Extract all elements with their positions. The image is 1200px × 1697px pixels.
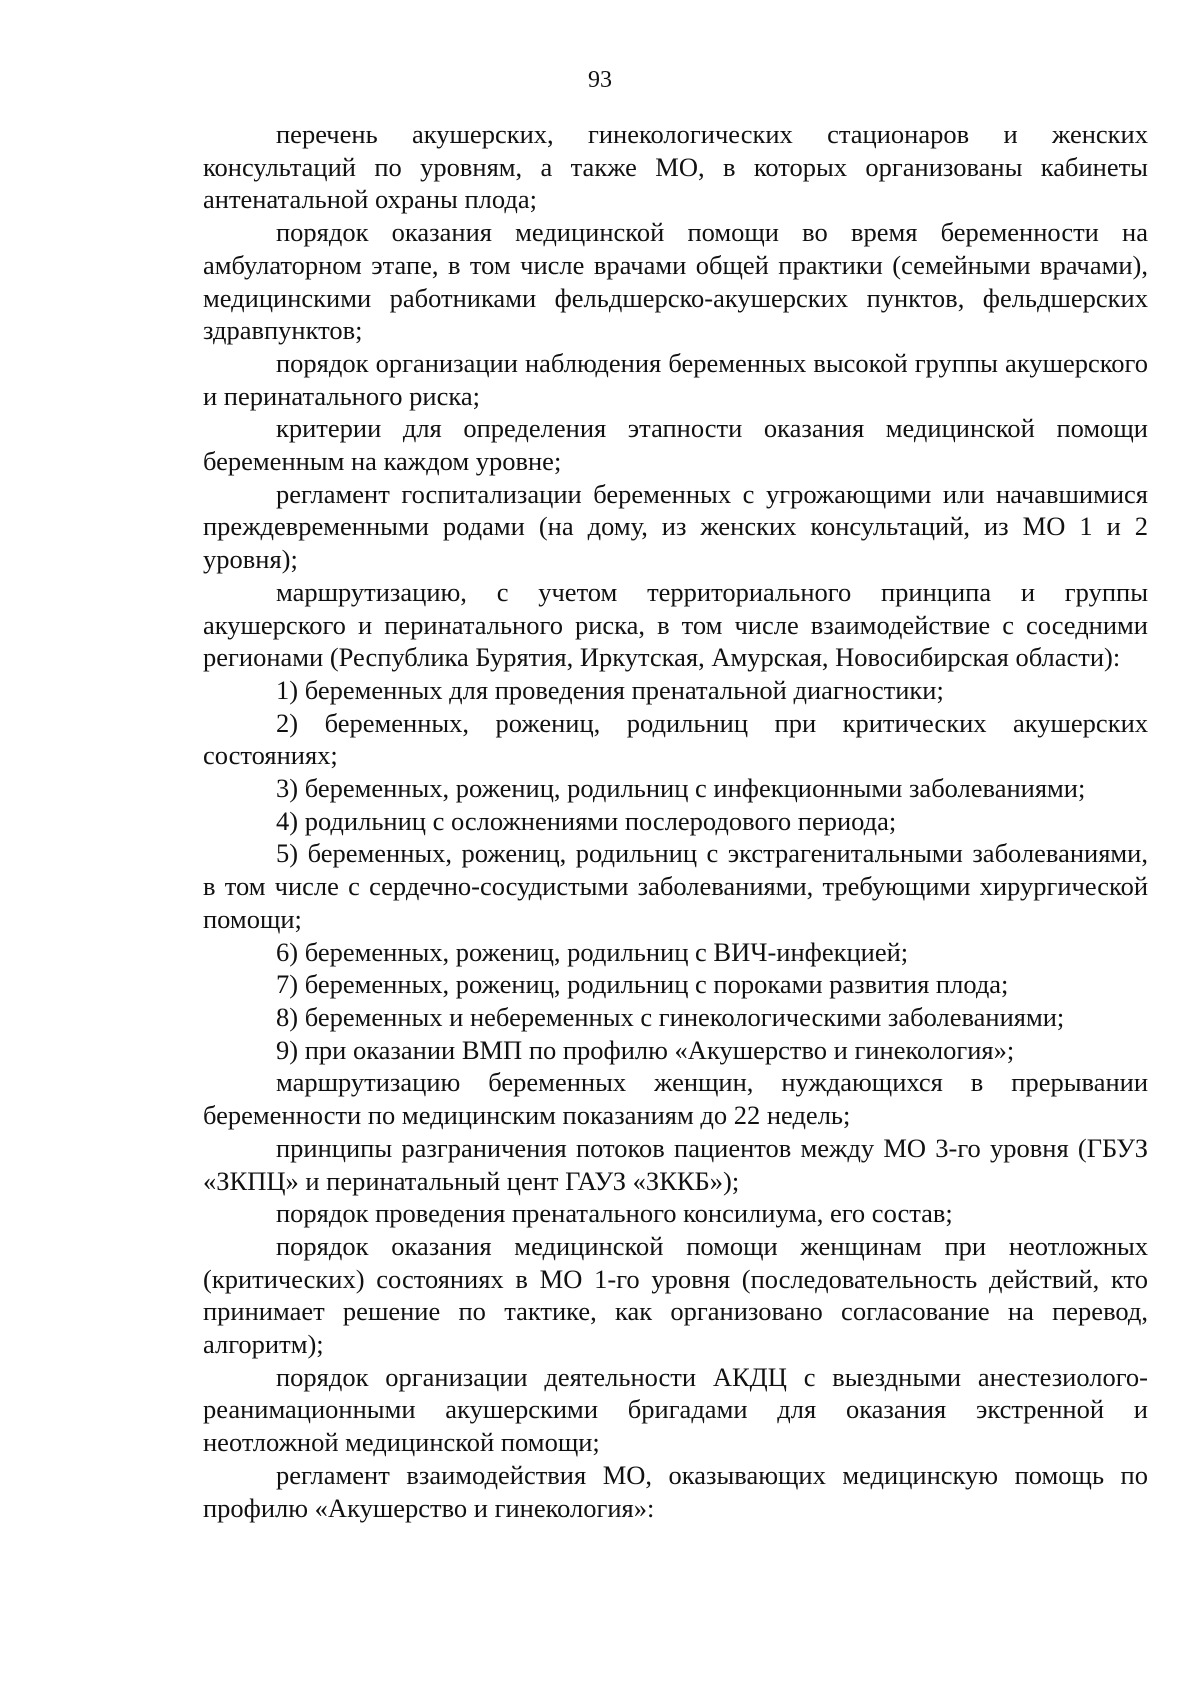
paragraph-patient-flow-principles: принципы разграничения потоков пациентов между МО 3-го уровня (ГБУЗ «ЗКПЦ» и перинатальный цент ГАУЗ «ЗККБ»); bbox=[203, 1132, 1148, 1196]
paragraph-akdc-organization: порядок организации деятельности АКДЦ с выездными анестезиолого-реанимационными акушерскими бригадами для оказания экстренной и неотложной медицинской помощи; bbox=[203, 1361, 1148, 1458]
paragraph-perinatal-facilities-list: перечень акушерских, гинекологических стационаров и женских консультаций по уровням, а также МО, в которых организованы кабинеты антенатальной охраны плода; bbox=[203, 119, 1148, 215]
list-item: 9) при оказании ВМП по профилю «Акушерство и гинекология»; bbox=[276, 1034, 1015, 1065]
list-item: 8) беременных и небеременных с гинекологическими заболеваниями; bbox=[276, 1001, 1065, 1032]
list-item: 4) родильниц с осложнениями послеродового периода; bbox=[276, 805, 897, 836]
document-body bbox=[203, 118, 1148, 1524]
paragraph-outpatient-care-procedure: порядок оказания медицинской помощи во время беременности на амбулаторном этапе, в том числе врачами общей практики (семейными врачами), медицинскими работниками фельдшерско-акушерских пунктов, фельдшерских здравпунктов; bbox=[203, 217, 1148, 346]
routing-list bbox=[203, 674, 1148, 1066]
paragraph-interaction-regulation: регламент взаимодействия МО, оказывающих медицинскую помощь по профилю «Акушерство и гинекология»: bbox=[203, 1459, 1148, 1523]
paragraph-preterm-hospitalization: регламент госпитализации беременных с угрожающими или начавшимися преждевременными родами (на дому, из женских консультаций, из МО 1 и 2 уровня); bbox=[203, 478, 1148, 575]
paragraph-abortion-routing: маршрутизацию беременных женщин, нуждающихся в прерывании беременности по медицинским показаниям до 22 недель; bbox=[203, 1067, 1148, 1131]
page-number: 93 bbox=[588, 67, 612, 93]
list-item: 7) беременных, рожениц, родильниц с пороками развития плода; bbox=[276, 969, 1009, 1000]
list-item: 5) беременных, рожениц, родильниц с экстрагенитальными заболеваниями, в том числе с сердечно-сосудистыми заболеваниями, требующими хирургической помощи; bbox=[203, 838, 1148, 934]
paragraph-high-risk-observation: порядок организации наблюдения беременных высокой группы акушерского и перинатального риска; bbox=[203, 347, 1148, 411]
list-item: 1) беременных для проведения пренатальной диагностики; bbox=[276, 674, 944, 705]
list-item: 2) беременных, рожениц, родильниц при критических акушерских состояниях; bbox=[203, 707, 1148, 771]
paragraph-stage-criteria: критерии для определения этапности оказания медицинской помощи беременным на каждом уровне; bbox=[203, 413, 1148, 477]
paragraph-emergency-care-procedure: порядок оказания медицинской помощи женщинам при неотложных (критических) состояниях в МО 1-го уровня (последовательность действий, кто принимает решение по тактике, как организовано согласование на перевод, алгоритм); bbox=[203, 1230, 1148, 1360]
list-item: 6) беременных, рожениц, родильниц с ВИЧ-инфекцией; bbox=[276, 936, 909, 967]
paragraph-prenatal-council: порядок проведения пренатального консилиума, его состав; bbox=[276, 1198, 953, 1229]
paragraph-routing-intro: маршрутизацию, с учетом территориального принципа и группы акушерского и перинатального риска, в том числе взаимодействие с соседними регионами (Республика Бурятия, Иркутская, Амурская, Новосибирская области): bbox=[203, 576, 1148, 673]
list-item: 3) беременных, рожениц, родильниц с инфекционными заболеваниями; bbox=[276, 773, 1086, 804]
